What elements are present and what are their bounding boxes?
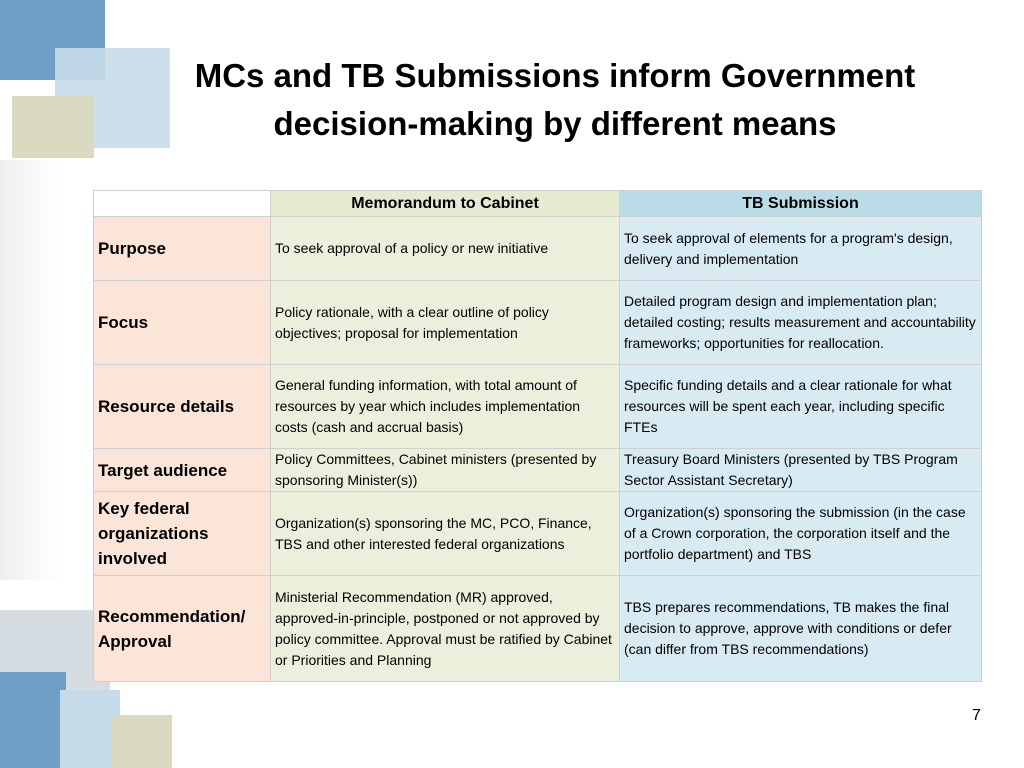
row-label-focus: Focus [94,281,271,365]
header-tb-submission: TB Submission [620,191,982,217]
row-label-purpose: Purpose [94,217,271,281]
decorative-square-blue-bottom [0,672,66,768]
table-row [94,365,982,449]
decorative-square-beige-bottom [112,715,172,768]
row-label-key-federal-organizations: Key federal organizations involved [94,492,271,576]
table-cell-tb: Specific funding details and a clear rationale for what resources will be spent each year, including specific FTEs [620,365,982,449]
table-cell-tb: Organization(s) sponsoring the submission (in the case of a Crown corporation, the corporation itself and the portfolio department) and TBS [620,492,982,576]
table-cell-tb: To seek approval of elements for a program's design, delivery and implementation [620,217,982,281]
decorative-square-beige [12,96,94,158]
page-number: 7 [972,707,981,724]
table-cell-tb: Detailed program design and implementation plan; detailed costing; results measurement and accountability frameworks; opportunities for reallocation. [620,281,982,365]
table-row [94,281,982,365]
table-cell-tb: Treasury Board Ministers (presented by TBS Program Sector Assistant Secretary) [620,449,982,492]
table-cell-mc: Ministerial Recommendation (MR) approved, approved-in-principle, postponed or not approved by policy committee. Approval must be ratified by Cabinet or Priorities and Planning [271,576,620,682]
row-label-resource-details: Resource details [94,365,271,449]
table-row [94,449,982,492]
table-cell-mc: Policy Committees, Cabinet ministers (presented by sponsoring Minister(s)) [271,449,620,492]
row-label-target-audience: Target audience [94,449,271,492]
table-row [94,576,982,682]
table-cell-mc: To seek approval of a policy or new initiative [271,217,620,281]
background-gradient-strip [0,160,60,580]
header-memorandum-to-cabinet: Memorandum to Cabinet [271,191,620,217]
table-cell-mc: General funding information, with total amount of resources by year which includes implementation costs (cash and accrual basis) [271,365,620,449]
table-header-row [94,191,982,217]
table-cell-mc: Organization(s) sponsoring the MC, PCO, Finance, TBS and other interested federal organizations [271,492,620,576]
decorative-square-light-blue-bottom [60,690,120,768]
comparison-table [93,190,982,682]
table-cell-tb: TBS prepares recommendations, TB makes the final decision to approve, approve with conditions or defer (can differ from TBS recommendations) [620,576,982,682]
slide-title: MCs and TB Submissions inform Government decision-making by different means [194,57,916,142]
row-label-recommendation-approval: Recommendation/ Approval [94,576,271,682]
table-row [94,492,982,576]
header-blank-cell [94,191,271,217]
table-row [94,217,982,281]
table-cell-mc: Policy rationale, with a clear outline of policy objectives; proposal for implementation [271,281,620,365]
